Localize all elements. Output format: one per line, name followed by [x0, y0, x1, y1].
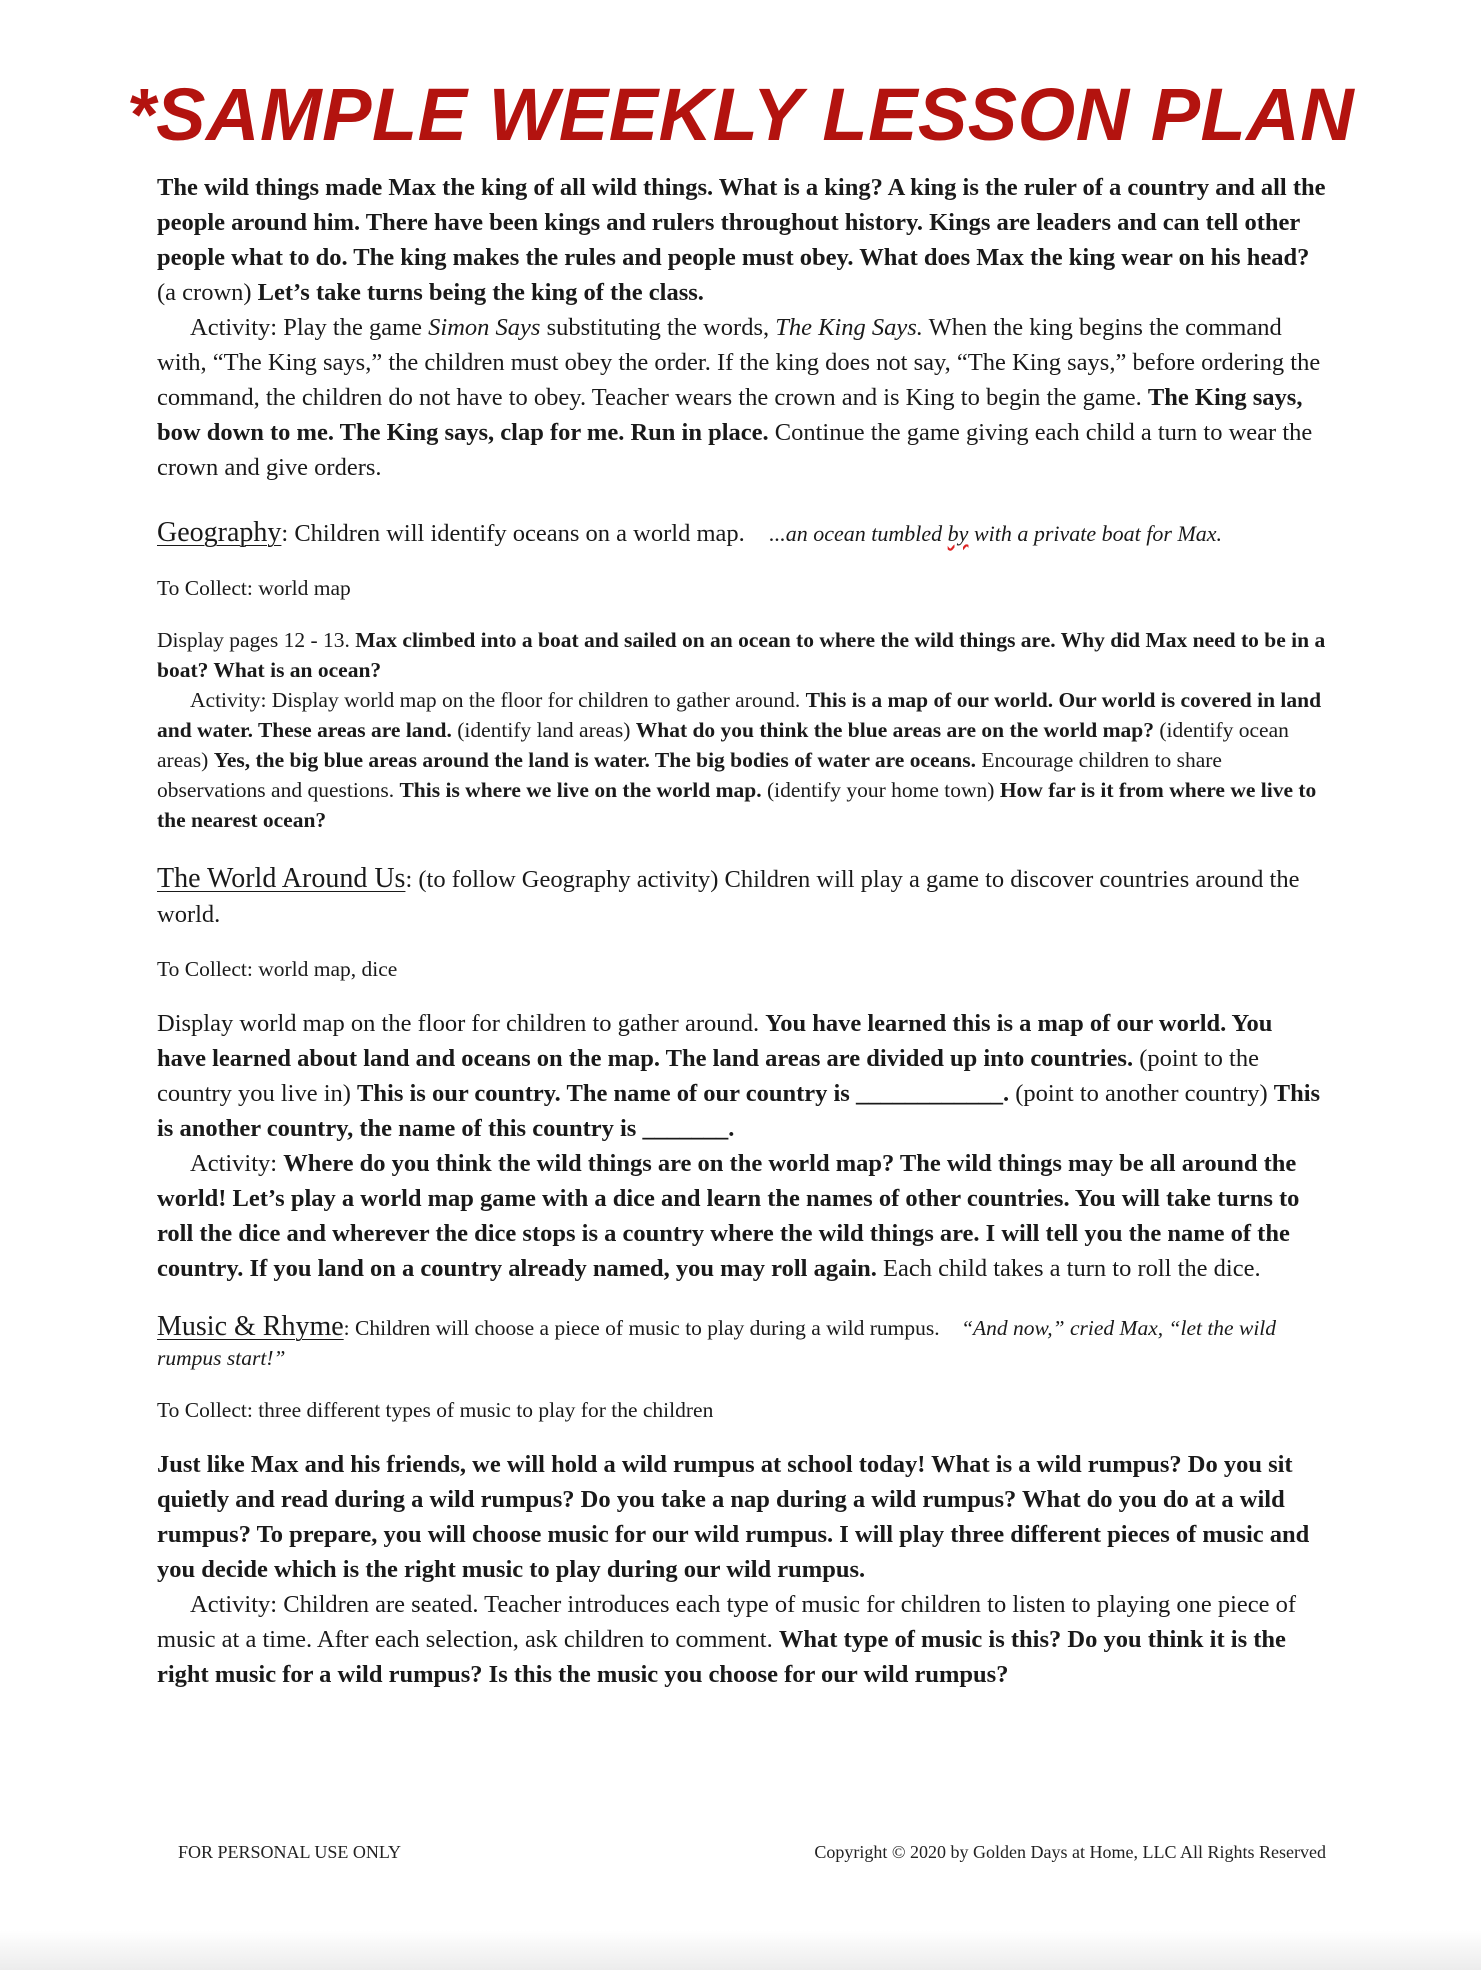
- text-span: Activity: Play the game: [190, 314, 429, 341]
- geography-description: : Children will identify oceans on a world map.: [281, 520, 745, 547]
- world-heading: The World Around Us: [157, 863, 406, 894]
- text-span: (identify land areas): [451, 718, 636, 742]
- footer-copyright: Copyright © 2020 by Golden Days at Home, LLC All Rights Reserved: [814, 1842, 1326, 1862]
- geography-collect: To Collect: world map: [157, 576, 351, 600]
- bold-text: What type of music is this? Do you think it is the right music for a wild rumpus? Is this the music you choose for our wild rumpus?: [157, 1626, 1286, 1688]
- bold-text: Just like Max and his friends, we will hold a wild rumpus at school today! What is a wild rumpus? Do you sit quietly and read during a wild rumpus? Do you take a nap during a wild rumpus? What do you do at a wild rumpus? To prepare, you will choose music for our wild rumpus. I will play three different pieces of music and you decide which is the right music to play during our wild rumpus.: [157, 1451, 1310, 1583]
- intro-normal-text: (a crown): [157, 279, 258, 306]
- geography-heading-line: [157, 515, 1327, 551]
- footer-personal-use: FOR PERSONAL USE ONLY: [178, 1842, 402, 1862]
- bold-text: This is another country, the name of this country is _______.: [157, 1080, 1321, 1142]
- text-span: Activity:: [190, 1150, 284, 1177]
- world-collect: To Collect: world map, dice: [157, 957, 398, 981]
- spacer: [157, 485, 1327, 515]
- intro-activity: [157, 310, 1327, 485]
- intro-bold-end: Let’s take turns being the king of the class.: [257, 279, 704, 306]
- text-span: Display pages 12 - 13.: [157, 628, 356, 652]
- intro-bold-text: The wild things made Max the king of all wild things. What is a king? A king is the ruler of a country and all the people around him. There have been kings and rulers throughout history. Kings are leaders and can tell other people what to do. The king makes the rules and people must obey. What does Max the king wear on his head?: [157, 174, 1326, 271]
- spacer: [157, 1286, 1327, 1312]
- music-paragraph: [157, 1447, 1327, 1587]
- bottom-shade: [0, 1930, 1481, 1970]
- music-heading: Music & Rhyme: [157, 1311, 344, 1342]
- text-span: (point to the country you live in): [157, 1045, 1259, 1107]
- world-paragraph: [157, 1006, 1327, 1146]
- spacer: [157, 984, 1327, 1006]
- text-span: Activity: Display world map on the floor for children to gather around.: [190, 688, 806, 712]
- text-span: (point to another country): [1009, 1080, 1274, 1107]
- game-name: The King Says.: [775, 314, 923, 341]
- quote-text: by: [947, 521, 969, 546]
- bold-text: What do you think the blue areas are on the world map?: [635, 718, 1154, 742]
- bold-text: This is where we live on the world map.: [399, 778, 762, 802]
- geography-activity: [157, 685, 1327, 835]
- spacer: [157, 835, 1327, 861]
- page-title: *SAMPLE WEEKLY LESSON PLAN: [126, 73, 1355, 156]
- music-description: : Children will choose a piece of music to play during a wild rumpus.: [343, 1316, 940, 1340]
- text-span: Continue the game giving each child a turn to wear the crown and give orders.: [157, 419, 1313, 481]
- spacer: [157, 932, 1327, 954]
- spacer: [157, 551, 1327, 573]
- bold-text: This is our country. The name of our country is ____________.: [357, 1080, 1010, 1107]
- text-span: Activity: Children are seated. Teacher introduces each type of music for children to listen to playing one piece of music at a time. After each selection, ask children to comment.: [157, 1591, 1297, 1653]
- intro-paragraph: [157, 170, 1327, 310]
- music-activity: [157, 1587, 1327, 1692]
- text-span: (identify ocean areas): [157, 718, 1289, 772]
- text-span: When the king begins the command with, “The King says,” the children must obey the order. If the king does not say, “The King says,” before ordering the command, the children do not have to obey. Teacher wears the crown and is King to begin the game.: [157, 314, 1321, 411]
- bold-text: This is a map of our world. Our world is covered in land and water. These areas are land.: [157, 688, 1322, 742]
- text-span: Encourage children to share observations and questions.: [157, 748, 1222, 802]
- spacer: [157, 603, 1327, 625]
- quote-text: with a private boat for Max.: [968, 521, 1223, 546]
- geography-quote: [769, 521, 1222, 546]
- text-span: (identify your home town): [761, 778, 1000, 802]
- bold-text: You have learned this is a map of our world. You have learned about land and oceans on the map. The land areas are divided up into countries.: [157, 1010, 1273, 1072]
- world-description: : (to follow Geography activity) Children will play a game to discover countries around the world.: [157, 866, 1300, 928]
- geography-heading: Geography: [157, 517, 282, 548]
- spacer: [157, 1425, 1327, 1447]
- geography-display: [157, 625, 1327, 685]
- text-span: Each child takes a turn to roll the dice.: [876, 1255, 1261, 1282]
- music-quote: “And now,” cried Max, “let the wild rumpus start!”: [157, 1316, 1277, 1370]
- text-span: Display world map on the floor for children to gather around.: [157, 1010, 766, 1037]
- bold-text: How far is it from where we live to the nearest ocean?: [157, 778, 1317, 832]
- bold-text: Yes, the big blue areas around the land is water. The big bodies of water are oceans.: [213, 748, 977, 772]
- world-heading-line: [157, 861, 1327, 932]
- bold-text: Where do you think the wild things are on the world map? The wild things may be all around the world! Let’s play a world map game with a dice and learn the names of other countries. You will take turns to roll the dice and wherever the dice stops is a country where the wild things are. I will tell you the name of the country. If you land on a country already named, you may roll again.: [157, 1150, 1300, 1282]
- lesson-content: [157, 170, 1327, 1692]
- game-name: Simon Says: [428, 314, 541, 341]
- spacer: [157, 1373, 1327, 1395]
- bold-text: The King says, bow down to me. The King says, clap for me. Run in place.: [157, 384, 1303, 446]
- text-span: substituting the words,: [540, 314, 776, 341]
- music-collect: To Collect: three different types of music to play for the children: [157, 1398, 714, 1422]
- bold-text: Max climbed into a boat and sailed on an ocean to where the wild things are. Why did Max need to be in a boat? What is an ocean?: [157, 628, 1326, 682]
- world-activity: [157, 1146, 1327, 1286]
- quote-text: ...an ocean tumbled: [769, 521, 948, 546]
- music-heading-line: [157, 1312, 1327, 1373]
